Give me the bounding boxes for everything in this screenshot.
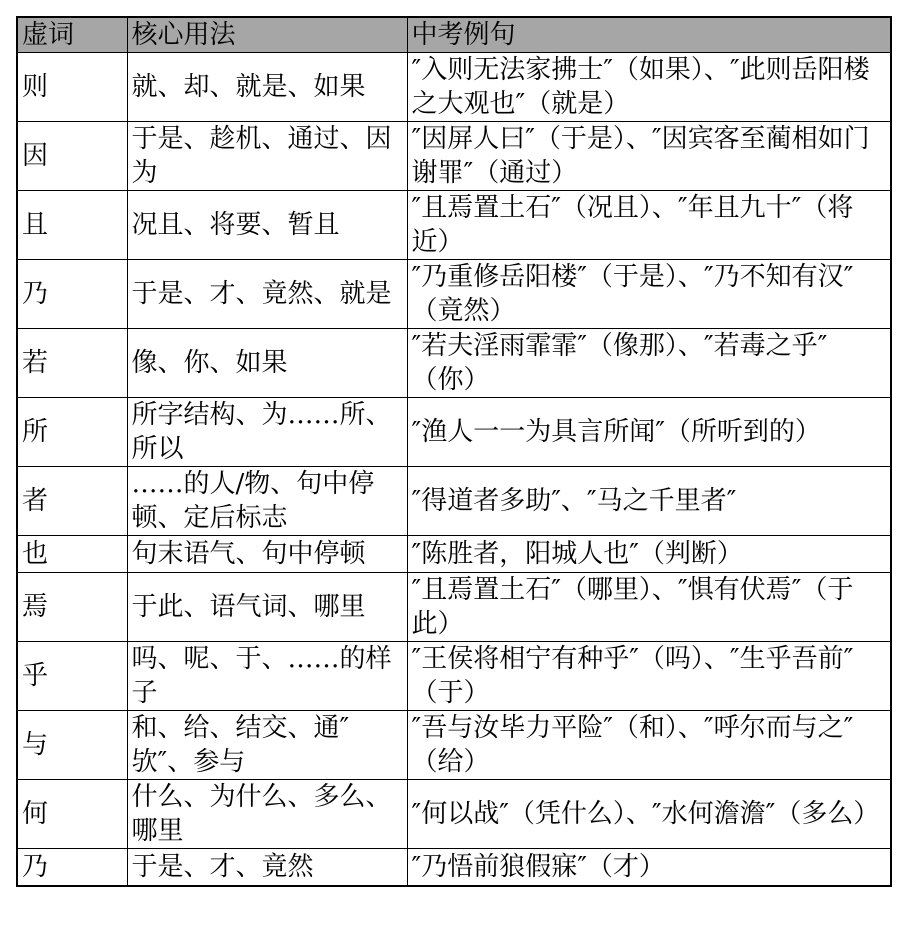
example-cell: ″渔人一一为具言所闻″（所听到的） [407, 398, 891, 467]
word-cell: 与 [17, 711, 127, 780]
function-words-table [16, 16, 892, 887]
usage-cell: 于此、语气词、哪里 [127, 573, 407, 642]
example-cell: ″因屏人曰″（于是）、″因宾客至蔺相如门谢罪″（通过） [407, 122, 891, 191]
table-row [17, 53, 891, 122]
table-row [17, 398, 891, 467]
usage-cell: 况且、将要、暂且 [127, 191, 407, 260]
header-word: 虚词 [17, 17, 127, 53]
example-cell: ″乃悟前狼假寐″（才） [407, 849, 891, 887]
usage-cell: 句末语气、句中停顿 [127, 536, 407, 573]
example-cell: ″王侯将相宁有种乎″（吗）、″生乎吾前″（于） [407, 642, 891, 711]
example-cell: ″得道者多助″、″马之千里者″ [407, 467, 891, 536]
word-cell: 且 [17, 191, 127, 260]
usage-cell: 于是、才、竟然、就是 [127, 260, 407, 329]
table-row [17, 849, 891, 887]
word-cell: 若 [17, 329, 127, 398]
table-row [17, 573, 891, 642]
word-cell: 则 [17, 53, 127, 122]
table-row [17, 467, 891, 536]
example-cell: ″吾与汝毕力平险″（和）、″呼尔而与之″（给） [407, 711, 891, 780]
table-row [17, 329, 891, 398]
usage-cell: 和、给、结交、通″欤″、参与 [127, 711, 407, 780]
word-cell: 乃 [17, 260, 127, 329]
header-usage: 核心用法 [127, 17, 407, 53]
example-cell: ″且焉置土石″（况且）、″年且九十″（将近） [407, 191, 891, 260]
example-cell: ″且焉置土石″（哪里）、″惧有伏焉″（于此） [407, 573, 891, 642]
usage-cell: 什么、为什么、多么、哪里 [127, 780, 407, 849]
usage-cell: 于是、才、竟然 [127, 849, 407, 887]
table-row [17, 191, 891, 260]
usage-cell: 像、你、如果 [127, 329, 407, 398]
word-cell: 何 [17, 780, 127, 849]
word-cell: 乃 [17, 849, 127, 887]
table-row [17, 260, 891, 329]
example-cell: ″何以战″（凭什么）、″水何澹澹″（多么） [407, 780, 891, 849]
word-cell: 者 [17, 467, 127, 536]
usage-cell: 就、却、就是、如果 [127, 53, 407, 122]
word-cell: 因 [17, 122, 127, 191]
word-cell: 焉 [17, 573, 127, 642]
usage-cell: ……的人/物、句中停顿、定后标志 [127, 467, 407, 536]
example-cell: ″若夫淫雨霏霏″（像那）、″若毒之乎″（你） [407, 329, 891, 398]
usage-cell: 于是、趁机、通过、因为 [127, 122, 407, 191]
header-example: 中考例句 [407, 17, 891, 53]
word-cell: 也 [17, 536, 127, 573]
example-cell: ″陈胜者，阳城人也″（判断） [407, 536, 891, 573]
table-row [17, 536, 891, 573]
header-row [17, 17, 891, 53]
example-cell: ″入则无法家拂士″（如果）、″此则岳阳楼之大观也″（就是） [407, 53, 891, 122]
word-cell: 乎 [17, 642, 127, 711]
usage-cell: 吗、呢、于、……的样子 [127, 642, 407, 711]
table-row [17, 711, 891, 780]
example-cell: ″乃重修岳阳楼″（于是）、″乃不知有汉″（竟然） [407, 260, 891, 329]
word-cell: 所 [17, 398, 127, 467]
table-row [17, 122, 891, 191]
table-row [17, 642, 891, 711]
usage-cell: 所字结构、为……所、所以 [127, 398, 407, 467]
table-row [17, 780, 891, 849]
